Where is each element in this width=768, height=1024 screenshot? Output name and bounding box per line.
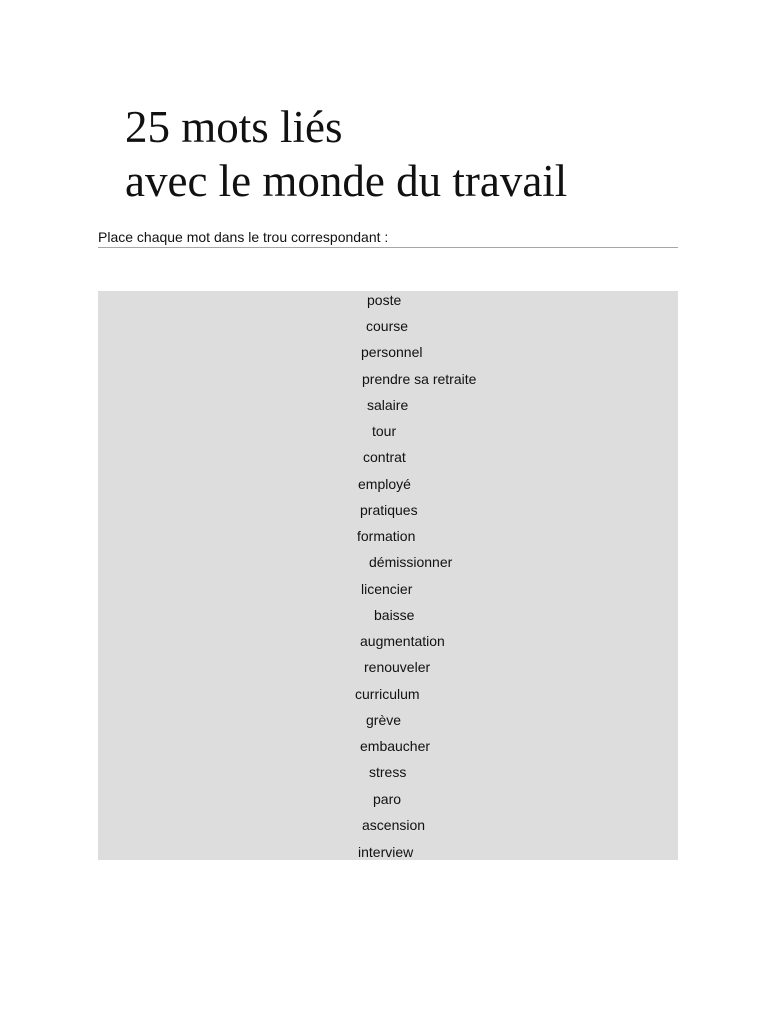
word-bank-item: prendre sa retraite (362, 371, 477, 387)
word-bank-item: baisse (374, 607, 415, 623)
word-bank-item: interview (358, 844, 414, 860)
page-title (125, 100, 725, 208)
word-bank-item: paro (373, 791, 402, 807)
word-bank-item: formation (357, 528, 416, 544)
word-bank-item: curriculum (355, 686, 420, 702)
word-bank-item: poste (367, 292, 402, 308)
word-bank-item: démissionner (369, 554, 453, 570)
word-bank-item: ascension (362, 817, 426, 833)
title-line-2: avec le monde du travail (125, 156, 568, 206)
instruction-text: Place chaque mot dans le trou correspondant : (98, 229, 678, 248)
word-bank-item: employé (358, 476, 411, 492)
title-line-1: 25 mots liés (125, 102, 343, 152)
word-bank-item: tour (372, 423, 397, 439)
word-bank-item: stress (369, 764, 407, 780)
word-bank-item: personnel (361, 344, 423, 360)
word-bank-item: course (366, 318, 409, 334)
word-bank-item: renouveler (364, 659, 431, 675)
word-bank-item: salaire (367, 397, 409, 413)
word-bank-item: pratiques (360, 502, 418, 518)
word-bank-item: augmentation (360, 633, 445, 649)
word-bank-item: embaucher (360, 738, 431, 754)
word-bank-item: grève (366, 712, 402, 728)
word-bank (98, 291, 678, 860)
word-bank-item: licencier (361, 581, 413, 597)
word-bank-item: contrat (363, 449, 406, 465)
